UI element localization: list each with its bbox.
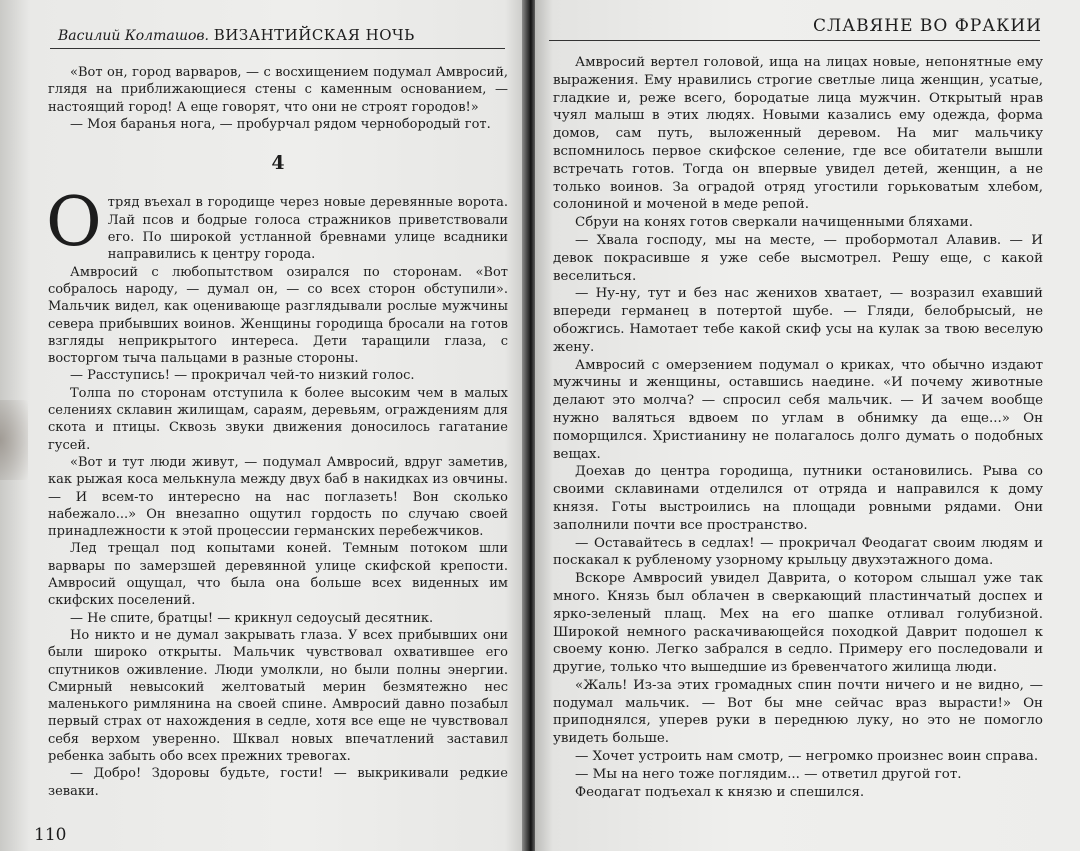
right-paragraph: «Жаль! Из-за этих громадных спин почти ничего и не видно, — подумал мальчик. — Вот бы мне сейчас враз вырасти!» Он приподнялся, уперев руки в переднюю луку, но это не помогло увидеть больше. — [553, 677, 1043, 747]
left-running-head — [58, 26, 415, 44]
left-paragraph: — Моя баранья нога, — пробурчал рядом чернобородый гот. — [70, 116, 491, 132]
right-paragraph: Феодагат подъехал к князю и спешился. — [575, 784, 865, 800]
left-paragraph: «Вот он, город варваров, — с восхищением подумал Амвросий, глядя на приближающиеся стены с каменным основанием, — настоящий город! А еще говорят, что они не строят городов!» — [48, 65, 508, 115]
left-paragraph: Амвросий с любопытством озирался по сторонам. «Вот собралось народу, — думал он, — со всех сторон обступили». Мальчик видел, как оценивающе разглядывали рослые мужчины севера прибывших воинов. Женщины городища бросали на готов взгляды неприкрытого интереса. Дети таращили глаза, с восторгом тыча пальцами в разные стороны. — [48, 264, 508, 367]
left-paragraph: — Расступись! — прокричал чей-то низкий голос. — [70, 368, 415, 384]
left-paragraph: — Не спите, братцы! — крикнул седоусый десятник. — [70, 610, 434, 626]
left-page — [0, 0, 525, 851]
left-paragraph: «Вот и тут люди живут, — подумал Амвросий, вдруг заметив, как рыжая коса мелькнула между двух баб в накидках из овчины. — И всем-то интересно на нас поглазеть! Вон сколько набежало...» Он внезапно ощутил гордость по случаю своей принадлежности к этой процессии германских перебежчиков. — [48, 454, 508, 540]
right-paragraph: — Мы на него тоже поглядим... — ответил другой гот. — [575, 766, 962, 782]
right-body-text — [553, 54, 1043, 801]
dropcap-paragraph — [46, 183, 508, 263]
dropcap-paragraph-text: тряд въехал в городище через новые деревянные ворота. Лай псов и бодрые голоса стражников приветствовали его. По широкой устланной бревнами улице всадники направились к центру города. — [107, 195, 508, 263]
author-name: Василий Колташов. — [58, 28, 209, 44]
right-header-rule — [549, 40, 1040, 41]
left-header-rule — [50, 48, 505, 49]
right-paragraph: Вскоре Амвросий увидел Даврита, о котором слышал уже так много. Князь был облачен в сверкающий пластинчатый доспех и ярко-зеленый плащ. Мех на его шапке отливал голубизной. Широкой немного раскачивающейся походкой Даврит подошел к своему коню. Легко забрался в седло. Примеру его последовали и другие, только что вышедшие из бревенчатого жилища люди. — [553, 571, 1043, 676]
right-paragraph: — Ну-ну, тут и без нас женихов хватает, — возразил ехавший впереди германец в потертой шубе. — Гляди, белобрысый, не обожгись. Намотает тебе какой скиф усы на кулак за твою веселую жену. — [553, 286, 1043, 355]
right-page — [535, 0, 1080, 851]
right-paragraph: — Хочет устроить нам смотр, — негромко произнес воин справа. — [575, 749, 1039, 765]
book-title: ВИЗАНТИЙСКАЯ НОЧЬ — [213, 26, 415, 44]
right-paragraph: Амвросий с омерзением подумал о криках, что обычно издают мужчины и женщины, оставшись наедине. «И почему животные делают это молча? — спросил себя мальчик. — И зачем вообще нужно валяться вдвоем по углам в обнимку да еще...» Он поморщился. Христианину не полагалось долго думать о подобных вещах. — [553, 357, 1043, 462]
drop-cap-letter: О — [46, 183, 102, 263]
right-paragraph: — Хвала господу, мы на месте, — пробормотал Алавив. — И девок покрасивше я уже себе высмотрел. Решу еще, с какой веселиться. — [553, 232, 1043, 284]
right-paragraph: Доехав до центра городища, путники остановились. Рыва со своими склавинами отделился от отряда и направился к дому князя. Готы выстроились на площади ровными рядами. Они заполнили почти все пространство. — [553, 464, 1043, 533]
page-number: 110 — [34, 825, 67, 845]
right-paragraph: Амвросий вертел головой, ища на лицах новые, непонятные ему выражения. Ему нравились строгие светлые лица женщин, усатые, гладкие и, реже всего, бородатые лица мужчин. Открытый нрав чуял малыш в этих людях. Новыми казались ему одежда, форма домов, сам путь, выложенный деревом. На миг мальчику вспомнилось первое скифское селение, где все обитатели вышли встречать готов. Тогда он впервые увидел детей, женщин, а не только воинов. За оградой отряд угостили горьковатым хлебом, солониной и моченой в меде репой. — [553, 55, 1043, 213]
right-paragraph: Сбруи на конях готов сверкали начищенными бляхами. — [575, 215, 973, 231]
right-paragraph: — Оставайтесь в седлах! — прокричал Феодагат своим людям и поскакал к рубленому узорному крыльцу двухэтажного дома. — [553, 535, 1043, 569]
left-paragraph: Но никто и не думал закрывать глаза. У всех прибывших они были широко открыты. Мальчик чувствовал охватившее его спутников оживление. Люди умолкли, но были полны энергии. Смирный невысокий желтоватый мерин безмятежно нес маленького римлянина на своей спине. Амвросий давно позабыл первый страх от нахождения в седле, хотя все еще не чувствовал себя верхом уверенно. Шквал новых впечатлений заставил ребенка забыть обо всех прежних тревогах. — [48, 627, 508, 764]
left-paragraph: Лед трещал под копытами коней. Темным потоком шли варвары по замерзшей деревянной улице скифской крепости. Амвросий ощущал, что была она больше всех виденных им скифских поселений. — [48, 541, 508, 609]
chapter-number: 4 — [271, 152, 285, 175]
left-paragraph: Толпа по сторонам отступила к более высоким чем в малых селениях склавин жилищам, сараям, деревьям, ограждениям для скота и птицы. Сквозь звуки движения доносилось гагатание гусей. — [48, 385, 508, 453]
left-paragraph: — Добро! Здоровы будьте, гости! — выкрикивали редкие зеваки. — [48, 766, 508, 799]
thumb-shadow — [0, 400, 28, 480]
right-running-head: СЛАВЯНЕ ВО ФРАКИИ — [813, 16, 1042, 36]
left-body-text — [48, 64, 508, 800]
